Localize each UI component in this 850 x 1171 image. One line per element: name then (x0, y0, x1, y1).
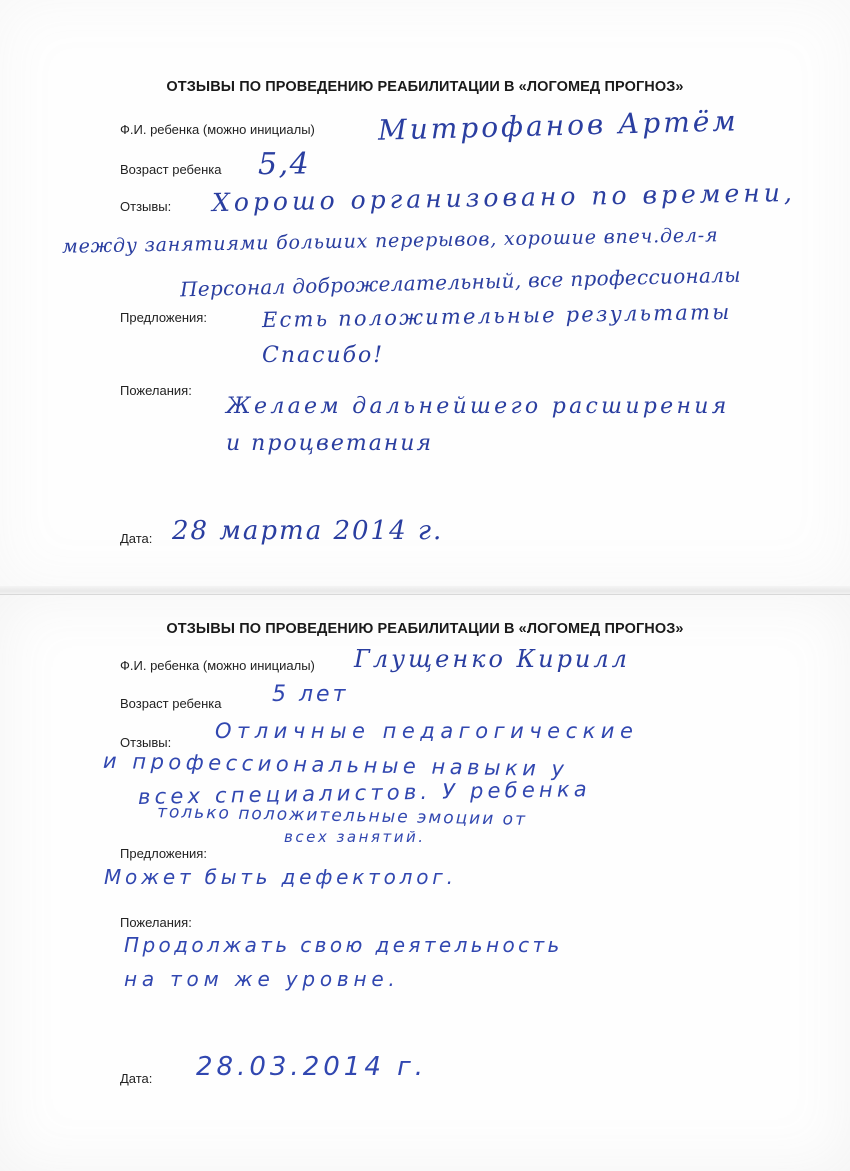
date-label: Дата: (120, 1071, 153, 1086)
child-age: 5,4 (258, 147, 311, 182)
wish-line: Продолжать свою деятельность (124, 933, 563, 957)
feedback-form-2 (0, 594, 850, 1171)
suggestions-label: Предложения: (120, 310, 207, 325)
form-date: 28.03.2014 г. (196, 1052, 428, 1082)
wishes-label: Пожелания: (120, 383, 192, 398)
form-title: ОТЗЫВЫ ПО ПРОВЕДЕНИЮ РЕАБИЛИТАЦИИ В «ЛОГОМЕД ПРОГНОЗ» (166, 621, 684, 637)
review-line: между занятиями больших перерывов, хорошие впеч.дел-я (61, 224, 719, 258)
reviews-label: Отзывы: (120, 735, 172, 750)
review-line: и профессиональные навыки у (102, 748, 569, 782)
age-label: Возраст ребенка (120, 696, 222, 711)
suggestion-line: Может быть дефектолог. (104, 865, 457, 889)
review-line: только положительные эмоции от (156, 802, 528, 830)
suggestion-line: Есть положительные результаты (261, 299, 732, 333)
wish-line: на том же уровне. (124, 967, 400, 991)
review-line: Отличные педагогические (215, 719, 639, 743)
reviews-label: Отзывы: (120, 199, 172, 214)
child-age: 5 лет (272, 682, 349, 707)
form-title: ОТЗЫВЫ ПО ПРОВЕДЕНИЮ РЕАБИЛИТАЦИИ В «ЛОГОМЕД ПРОГНОЗ» (166, 79, 684, 95)
wish-line: и процветания (226, 431, 434, 456)
review-line: всех занятий. (284, 828, 426, 846)
date-label: Дата: (120, 531, 153, 546)
wishes-label: Пожелания: (120, 915, 192, 930)
suggestion-line: Спасибо! (262, 343, 385, 368)
review-line: Персонал доброжелательный, все профессионалы (179, 262, 742, 302)
form-date: 28 марта 2014 г. (172, 516, 444, 546)
suggestions-label: Предложения: (120, 846, 207, 861)
review-line: Хорошо организовано по времени, (211, 177, 797, 218)
child-name: Глущенко Кирилл (354, 645, 630, 673)
name-label: Ф.И. ребенка (можно инициалы) (120, 658, 315, 673)
review-line: всех специалистов. У ребенка (137, 777, 592, 809)
age-label: Возраст ребенка (120, 162, 222, 177)
name-label: Ф.И. ребенка (можно инициалы) (120, 122, 315, 137)
wish-line: Желаем дальнейшего расширения (226, 394, 730, 419)
child-name: Митрофанов Артём (377, 104, 739, 147)
